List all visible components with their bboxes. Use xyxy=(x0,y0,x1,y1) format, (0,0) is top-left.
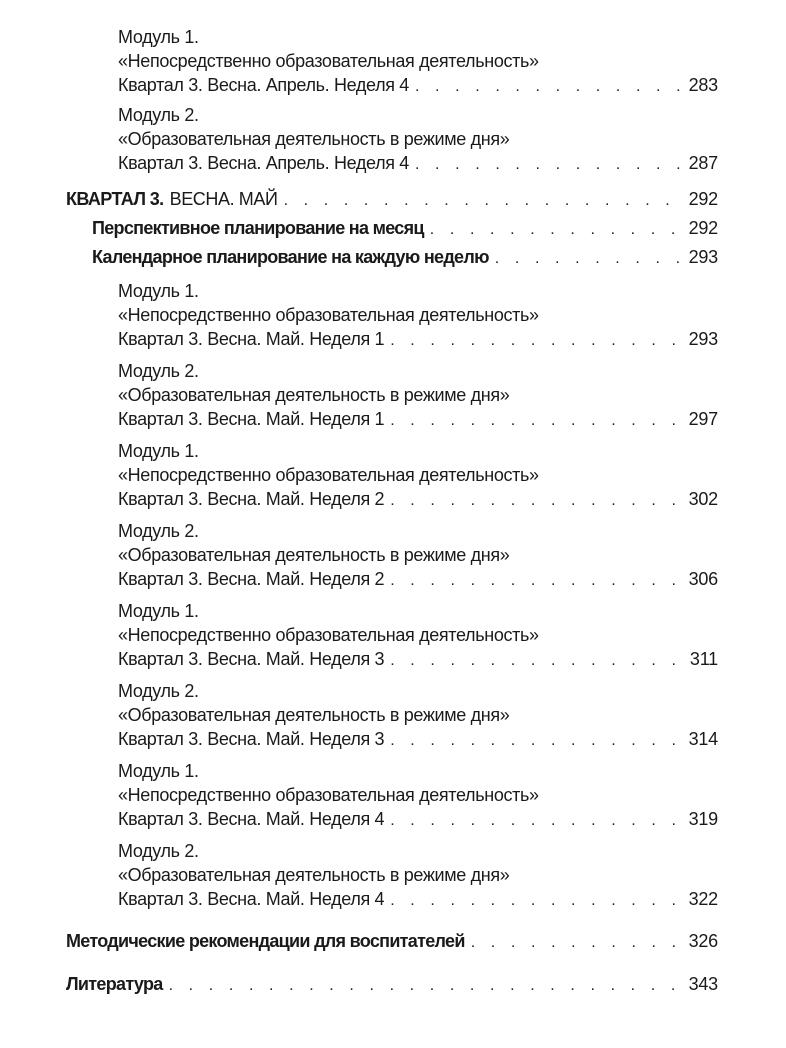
module-title: «Непосредственно образовательная деятельность» xyxy=(118,305,539,325)
subsection-label: Календарное планирование на каждую неделю xyxy=(92,247,489,267)
page-number: 322 xyxy=(688,889,718,909)
dot-leader xyxy=(390,647,686,673)
toc-module-label xyxy=(118,759,718,783)
dot-leader xyxy=(169,972,685,998)
toc-entry[interactable] xyxy=(118,487,718,511)
page-number: 343 xyxy=(688,974,718,994)
page-number: 283 xyxy=(688,75,718,95)
toc-chapter[interactable] xyxy=(66,972,718,996)
page-number: 292 xyxy=(688,189,718,209)
dot-leader xyxy=(390,327,684,353)
toc-module-title xyxy=(118,783,718,807)
chapter-label: Методические рекомендации для воспитателей xyxy=(66,931,465,951)
toc-module-title xyxy=(118,303,718,327)
toc-module-label xyxy=(118,279,718,303)
module-title: «Непосредственно образовательная деятельность» xyxy=(118,51,539,71)
entry-label: Квартал 3. Весна. Май. Неделя 3 xyxy=(118,729,385,749)
module-label: Модуль 1. xyxy=(118,281,199,301)
module-title: «Образовательная деятельность в режиме дня» xyxy=(118,385,510,405)
toc-module-label xyxy=(118,599,718,623)
toc-module-title xyxy=(118,49,718,73)
module-title: «Образовательная деятельность в режиме дня» xyxy=(118,705,510,725)
toc-entry[interactable] xyxy=(118,647,718,671)
page-number: 314 xyxy=(688,729,718,749)
dot-leader xyxy=(415,73,685,99)
dot-leader xyxy=(430,216,685,242)
entry-label: Квартал 3. Весна. Май. Неделя 1 xyxy=(118,329,385,349)
page-number: 292 xyxy=(688,218,718,238)
dot-leader xyxy=(415,151,685,177)
page-number: 293 xyxy=(688,329,718,349)
toc-module-label xyxy=(118,359,718,383)
toc-module-title xyxy=(118,543,718,567)
toc-entry[interactable] xyxy=(118,727,718,751)
section-title-strong: КВАРТАЛ 3. xyxy=(66,189,164,209)
module-title: «Образовательная деятельность в режиме дня» xyxy=(118,129,510,149)
module-label: Модуль 2. xyxy=(118,681,199,701)
entry-label: Квартал 3. Весна. Май. Неделя 4 xyxy=(118,809,385,829)
toc-entry[interactable] xyxy=(118,407,718,431)
module-label: Модуль 1. xyxy=(118,601,199,621)
toc-module-title xyxy=(118,383,718,407)
toc-module-label xyxy=(118,439,718,463)
toc-module-label xyxy=(118,519,718,543)
dot-leader xyxy=(471,929,685,955)
toc-entry[interactable] xyxy=(118,807,718,831)
toc-subsection[interactable] xyxy=(92,216,718,240)
module-label: Модуль 2. xyxy=(118,361,199,381)
toc-entry[interactable] xyxy=(118,151,718,175)
module-title: «Непосредственно образовательная деятельность» xyxy=(118,785,539,805)
dot-leader xyxy=(390,887,684,913)
dot-leader xyxy=(390,407,684,433)
module-label: Модуль 2. xyxy=(118,105,199,125)
subsection-label: Перспективное планирование на месяц xyxy=(92,218,424,238)
dot-leader xyxy=(495,245,685,271)
toc-module-title xyxy=(118,623,718,647)
toc-entry[interactable] xyxy=(118,327,718,351)
module-title: «Непосредственно образовательная деятельность» xyxy=(118,465,539,485)
section-title-light: ВЕСНА. МАЙ xyxy=(169,189,278,209)
module-label: Модуль 2. xyxy=(118,841,199,861)
toc-entry[interactable] xyxy=(118,73,718,97)
toc-module-title xyxy=(118,463,718,487)
page-number: 319 xyxy=(688,809,718,829)
page-number: 297 xyxy=(688,409,718,429)
dot-leader xyxy=(284,187,685,213)
module-label: Модуль 1. xyxy=(118,27,199,47)
entry-label: Квартал 3. Весна. Май. Неделя 4 xyxy=(118,889,385,909)
chapter-label: Литература xyxy=(66,974,163,994)
page-number: 302 xyxy=(688,489,718,509)
toc-section-heading[interactable] xyxy=(66,187,718,211)
module-title: «Образовательная деятельность в режиме дня» xyxy=(118,545,510,565)
page-number: 311 xyxy=(689,649,718,669)
entry-label: Квартал 3. Весна. Апрель. Неделя 4 xyxy=(118,153,409,173)
module-label: Модуль 1. xyxy=(118,441,199,461)
entry-label: Квартал 3. Весна. Апрель. Неделя 4 xyxy=(118,75,409,95)
module-title: «Образовательная деятельность в режиме дня» xyxy=(118,865,510,885)
module-label: Модуль 2. xyxy=(118,521,199,541)
dot-leader xyxy=(390,487,684,513)
toc-module-title xyxy=(118,863,718,887)
page-number: 293 xyxy=(688,247,718,267)
entry-label: Квартал 3. Весна. Май. Неделя 3 xyxy=(118,649,385,669)
entry-label: Квартал 3. Весна. Май. Неделя 1 xyxy=(118,409,385,429)
dot-leader xyxy=(390,807,684,833)
dot-leader xyxy=(390,727,684,753)
toc-entry[interactable] xyxy=(118,567,718,591)
toc-module-label xyxy=(118,25,718,49)
toc-module-label xyxy=(118,103,718,127)
toc-module-label xyxy=(118,679,718,703)
page-number: 306 xyxy=(688,569,718,589)
page-number: 287 xyxy=(688,153,718,173)
toc-chapter[interactable] xyxy=(66,929,718,953)
module-label: Модуль 1. xyxy=(118,761,199,781)
toc-entry[interactable] xyxy=(118,887,718,911)
toc-module-label xyxy=(118,839,718,863)
dot-leader xyxy=(390,567,684,593)
toc-module-title xyxy=(118,703,718,727)
page-number: 326 xyxy=(688,931,718,951)
toc-subsection[interactable] xyxy=(92,245,718,269)
entry-label: Квартал 3. Весна. Май. Неделя 2 xyxy=(118,569,385,589)
module-title: «Непосредственно образовательная деятельность» xyxy=(118,625,539,645)
entry-label: Квартал 3. Весна. Май. Неделя 2 xyxy=(118,489,385,509)
toc-module-title xyxy=(118,127,718,151)
